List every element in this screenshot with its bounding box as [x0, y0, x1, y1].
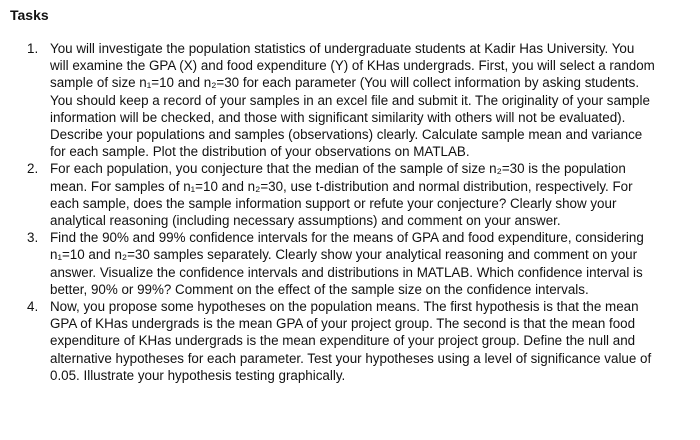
task-item-3: [0, 229, 656, 298]
task-number: 4.: [27, 299, 39, 315]
task-number: 3.: [27, 230, 39, 246]
task-text: Find the 90% and 99% confidence intervals for the means of GPA and food expenditure, considering n₁=10 and n₂=30 samples separately. Clearly show your analytical reasoning and comment on your answer. Visualize the confidence intervals and distributions in MATLAB. Which confidence interval is better, 90% or 99%? Comment on the effect of the sample size on the confidence intervals.: [50, 230, 644, 297]
task-item-2: [0, 160, 656, 229]
task-item-1: [0, 40, 656, 160]
tasks-list: [0, 40, 700, 384]
page-heading: Tasks: [10, 7, 49, 23]
task-number: 1.: [27, 41, 39, 56]
task-text: For each population, you conjecture that the median of the sample of size n₂=30 is the population mean. For samples of n₁=10 and n₂=30, use t-distribution and normal distribution, respectively. For each sample, does the sample information support or refute your conjecture? Clearly show your analytical reasoning (including necessary assumptions) and comment on your answer.: [50, 161, 633, 229]
task-item-4: [0, 298, 656, 384]
task-text: Now, you propose some hypotheses on the population means. The first hypothesis is that the mean GPA of KHas undergrads is the mean GPA of your project group. The second is that the mean food expenditure of KHas undergrads is the mean expenditure of your project group. Define the null and alternative hypotheses for each parameter. Test your hypotheses using a level of significance value of 0.05. Illustrate your hypothesis testing graphically.: [50, 299, 652, 383]
task-text: You will investigate the population statistics of undergraduate students at Kadir Has University. You will examine the GPA (X) and food expenditure (Y) of KHas undergrads. First, you will select a random sample of size n₁=10 and n₂=30 for each parameter (You will collect information by asking students. You should keep a record of your samples in an excel file and submit it. The originality of your sample information will be checked, and those with significant similarity with others will not be evaluated). Describe your populations and samples (observations) clearly. Calculate sample mean and variance for each sample. Plot the distribution of your observations on MATLAB.: [50, 41, 655, 160]
task-number: 2.: [27, 161, 39, 177]
